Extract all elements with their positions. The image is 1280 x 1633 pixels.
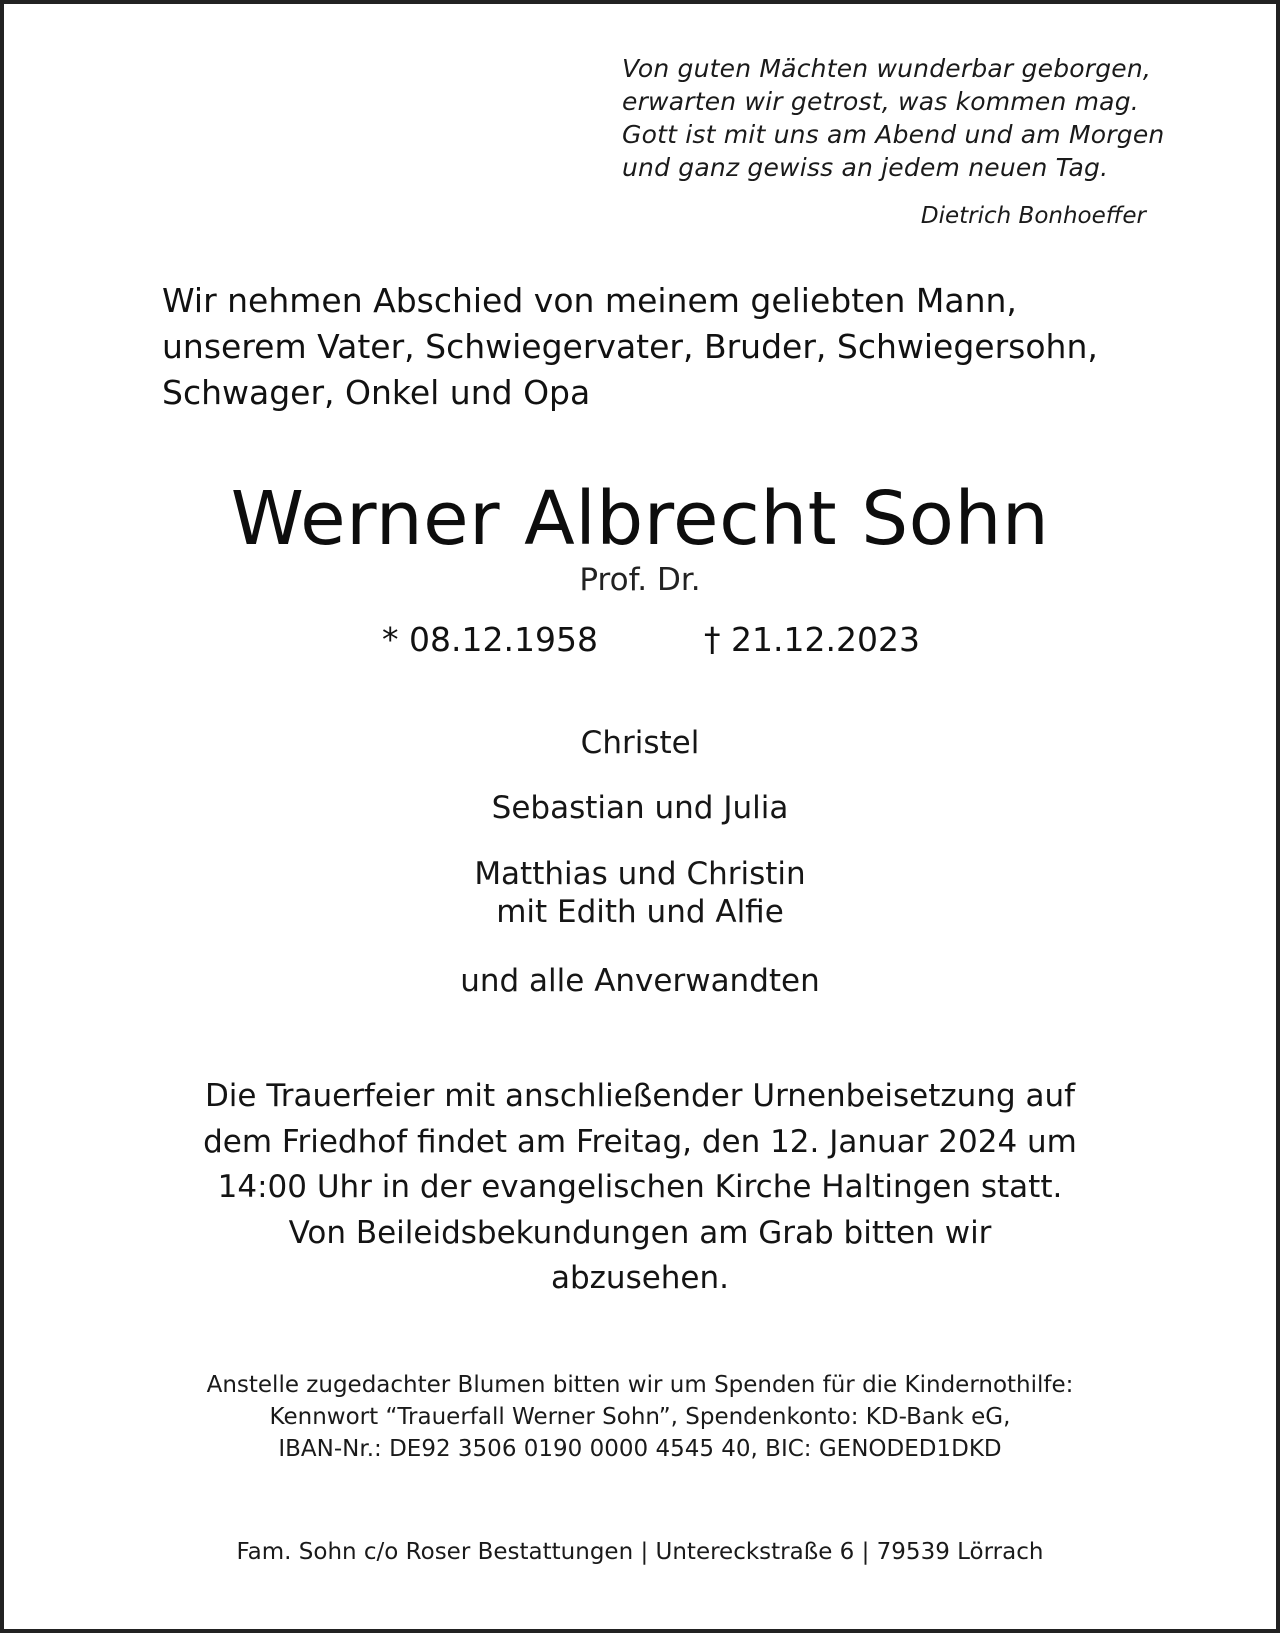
donation-request bbox=[0, 1369, 1280, 1465]
mourner-spouse: Christel bbox=[580, 725, 700, 761]
deceased-title: Prof. Dr. bbox=[579, 562, 701, 598]
deceased-name: Werner Albrecht Sohn bbox=[230, 476, 1050, 562]
bonhoeffer-quote bbox=[622, 52, 1182, 184]
intro-line-1: Wir nehmen Abschied von meinem geliebten Mann, bbox=[162, 281, 1017, 320]
mourner-child-1: Sebastian und Julia bbox=[491, 790, 789, 826]
quote-line-1: Von guten Mächten wunderbar geborgen, bbox=[622, 54, 1152, 83]
quote-author: Dietrich Bonhoeffer bbox=[920, 203, 1146, 229]
donation-line-2: Kennwort “Trauerfall Werner Sohn”, Spendenkonto: KD-Bank eG, bbox=[269, 1404, 1011, 1430]
death-date: † 21.12.2023 bbox=[704, 620, 920, 659]
ceremony-line-1: Die Trauerfeier mit anschließender Urnenbeisetzung auf bbox=[204, 1078, 1076, 1114]
birth-date: * 08.12.1958 bbox=[382, 620, 598, 659]
ceremony-line-2: dem Friedhof findet am Freitag, den 12. Januar 2024 um bbox=[203, 1123, 1077, 1160]
mourner-child-2: Matthias und Christin bbox=[474, 856, 806, 892]
intro-line-3: Schwager, Onkel und Opa bbox=[162, 373, 591, 412]
life-dates bbox=[0, 618, 1280, 664]
ceremony-line-3: 14:00 Uhr in der evangelischen Kirche Haltingen statt. bbox=[217, 1169, 1063, 1205]
contact-address: Fam. Sohn c/o Roser Bestattungen | Untereckstraße 6 | 79539 Lörrach bbox=[236, 1539, 1044, 1565]
donation-line-3: IBAN-Nr.: DE92 3506 0190 0000 4545 40, BIC: GENODED1DKD bbox=[278, 1436, 1002, 1462]
donation-line-1: Anstelle zugedachter Blumen bitten wir um Spenden für die Kindernothilfe: bbox=[206, 1372, 1074, 1398]
farewell-intro bbox=[162, 278, 1162, 416]
ceremony-line-5: abzusehen. bbox=[550, 1260, 730, 1296]
quote-line-4: und ganz gewiss an jedem neuen Tag. bbox=[622, 153, 1109, 182]
ceremony-details bbox=[0, 1074, 1280, 1302]
quote-line-3: Gott ist mit uns am Abend und am Morgen bbox=[622, 120, 1165, 149]
intro-line-2: unserem Vater, Schwiegervater, Bruder, Schwiegersohn, bbox=[162, 327, 1098, 366]
quote-line-2: erwarten wir getrost, was kommen mag. bbox=[622, 87, 1139, 116]
mourner-relatives: und alle Anverwandten bbox=[460, 963, 820, 999]
ceremony-line-4: Von Beileidsbekundungen am Grab bitten wir bbox=[288, 1214, 992, 1251]
mourner-grandchildren: mit Edith und Alfie bbox=[496, 894, 784, 930]
